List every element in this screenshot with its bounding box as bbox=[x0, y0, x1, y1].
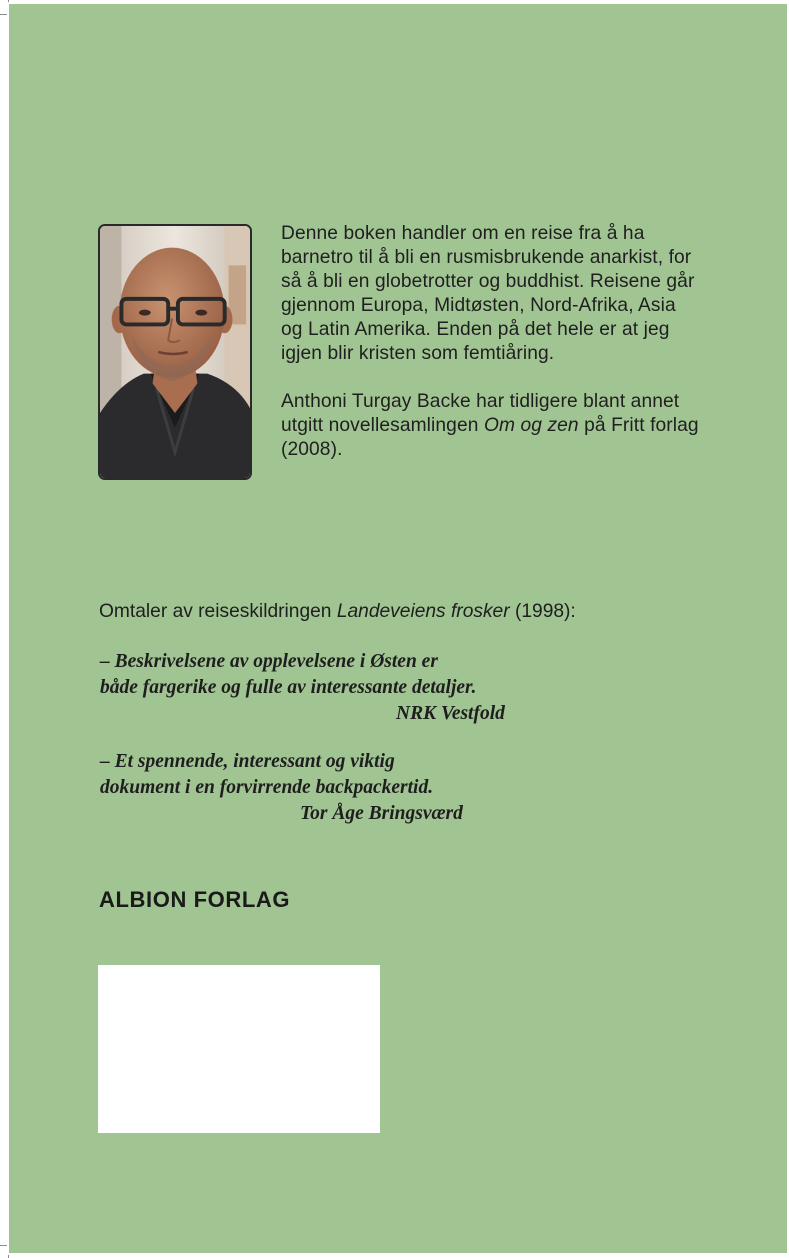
reviewed-book-title: Landeveiens frosker bbox=[336, 601, 510, 622]
previous-book-title: Om og zen bbox=[483, 415, 579, 436]
author-bio-suffix: på Fritt forlag (2008). bbox=[281, 415, 699, 460]
quote-line: – Et spennende, interessant og viktig bbox=[100, 751, 395, 772]
crop-mark-top-left-v bbox=[8, 0, 9, 2]
crop-mark-bottom-left-h bbox=[0, 1245, 7, 1246]
author-bio-prefix: Anthoni Turgay Backe har tidligere blant annet utgitt novellesamlingen bbox=[281, 391, 680, 436]
publisher-name: ALBION FORLAG bbox=[99, 887, 291, 912]
quote-source: Tor Åge Bringsværd bbox=[300, 803, 463, 824]
reviews-intro-suffix: (1998): bbox=[514, 601, 576, 622]
quote-source: NRK Vestfold bbox=[396, 703, 505, 724]
description-paragraph: Denne boken handler om en reise fra å ha barnetro til å bli en rusmisbrukende anarkist, for så å bli en globetrotter og buddhist. Reisene går gjennom Europa, Midtøsten, Nord-Afrika, Asia og Latin Amerika. Enden på det hele er at jeg igjen blir kristen som femtiåring. bbox=[281, 223, 695, 364]
crop-mark-top-left-h bbox=[0, 14, 7, 15]
reviews-intro bbox=[99, 600, 719, 624]
author-bio-paragraph bbox=[281, 390, 701, 462]
quote-line: dokument i en forvirrende backpackertid. bbox=[100, 777, 434, 798]
review-quote-1 bbox=[100, 649, 540, 727]
barcode-placeholder bbox=[98, 965, 380, 1133]
quote-line: – Beskrivelsene av opplevelsene i Østen er bbox=[100, 651, 438, 672]
quote-line: både fargerike og fulle av interessante detaljer. bbox=[100, 677, 477, 698]
author-photo bbox=[98, 224, 252, 480]
author-portrait-image bbox=[100, 226, 250, 478]
book-description bbox=[281, 222, 701, 462]
review-quote-2 bbox=[100, 749, 540, 827]
reviews-intro-prefix: Omtaler av reiseskildringen bbox=[99, 601, 332, 622]
